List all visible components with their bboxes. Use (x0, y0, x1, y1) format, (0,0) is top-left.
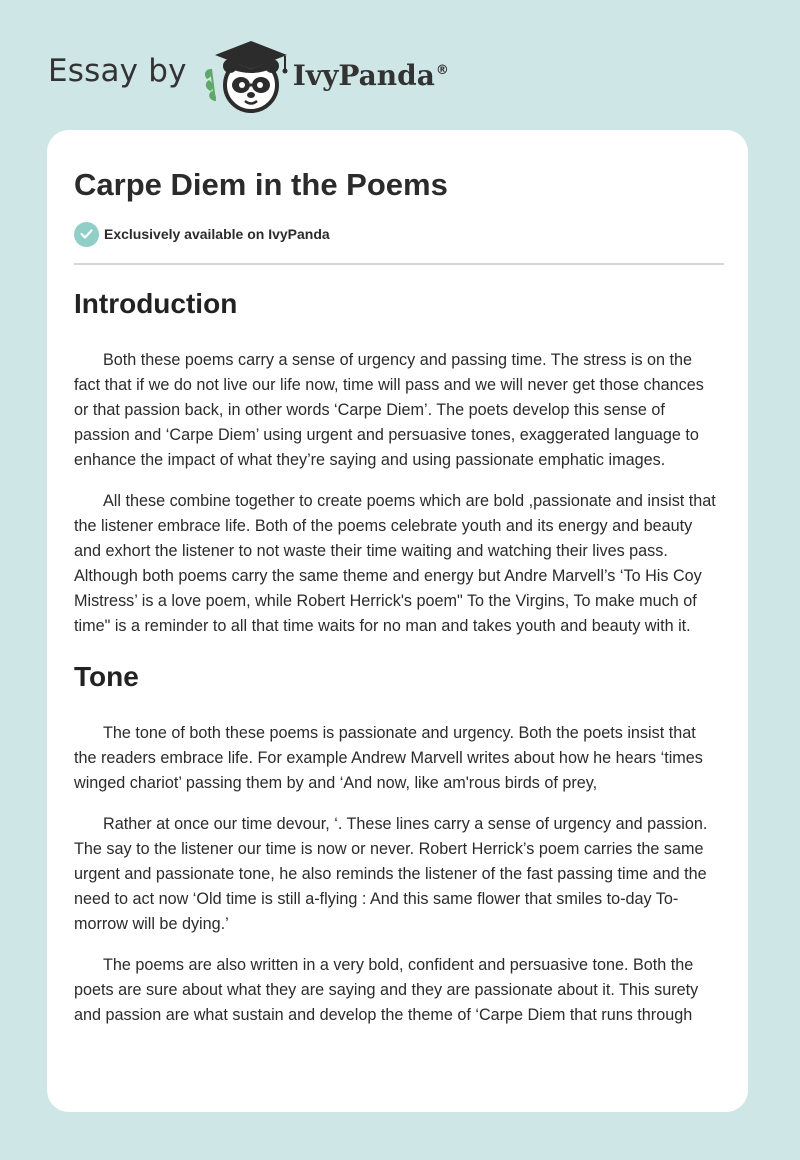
paragraph: The poems are also written in a very bold, confident and persuasive tone. Both the poets are sure about what they are saying and they are passionate about it. This surety and passion are what sustain and develop the theme of ‘Carpe Diem that runs through (74, 956, 699, 1024)
section-tone (74, 660, 721, 1028)
section-introduction (74, 287, 721, 639)
paragraph: Both these poems carry a sense of urgency and passing time. The stress is on the fact that if we do not live our life now, time will pass and we will never get those chances or that passion back, in other words ‘Carpe Diem’. The poets develop this sense of passion and ‘Carpe Diem’ using urgent and persuasive tones, exaggerated language to enhance the impact of what they’re saying and using passionate emphatic images. (74, 351, 704, 469)
paragraph: The tone of both these poems is passionate and urgency. Both the poets insist that the readers embrace life. For example Andrew Marvell writes about how he hears ‘times winged chariot’ passing them by and ‘And now, like am'rous birds of prey, (74, 724, 703, 792)
site-header (48, 34, 449, 114)
check-icon (74, 222, 99, 247)
registered-mark: ® (435, 63, 449, 79)
page-title: Carpe Diem in the Poems (74, 167, 448, 202)
brand-prefix: Essay by (48, 53, 187, 89)
graduate-panda-icon (201, 35, 291, 113)
divider (74, 263, 724, 265)
section-heading: Tone (74, 661, 139, 692)
paragraph: Rather at once our time devour, ‘. These lines carry a sense of urgency and passion. The say to the listener our time is now or never. Robert Herrick’s poem carries the same urgent and passionate tone, he also reminds the listener of the fast passing time and the need to act now ‘Old time is still a-flying : And this same flower that smiles to-day To-morrow will be dying.’ (74, 815, 708, 933)
paragraph: All these combine together to create poems which are bold ,passionate and insist that the listener embrace life. Both of the poems celebrate youth and its energy and beauty and exhort the listener to not waste their time waiting and watching their lives pass. Although both poems carry the same theme and energy but Andre Marvell’s ‘To His Coy Mistress’ is a love poem, while Robert Herrick's poem" To the Virgins, To make much of time" is a reminder to all that time waits for no man and takes youth and beauty with it. (74, 492, 716, 635)
section-heading: Introduction (74, 288, 238, 319)
exclusive-notice (74, 221, 721, 247)
essay-card (47, 130, 748, 1112)
brand-name (293, 59, 449, 92)
brand-name-text: IvyPanda (292, 58, 435, 92)
exclusive-label: Exclusively available on IvyPanda (104, 226, 330, 242)
